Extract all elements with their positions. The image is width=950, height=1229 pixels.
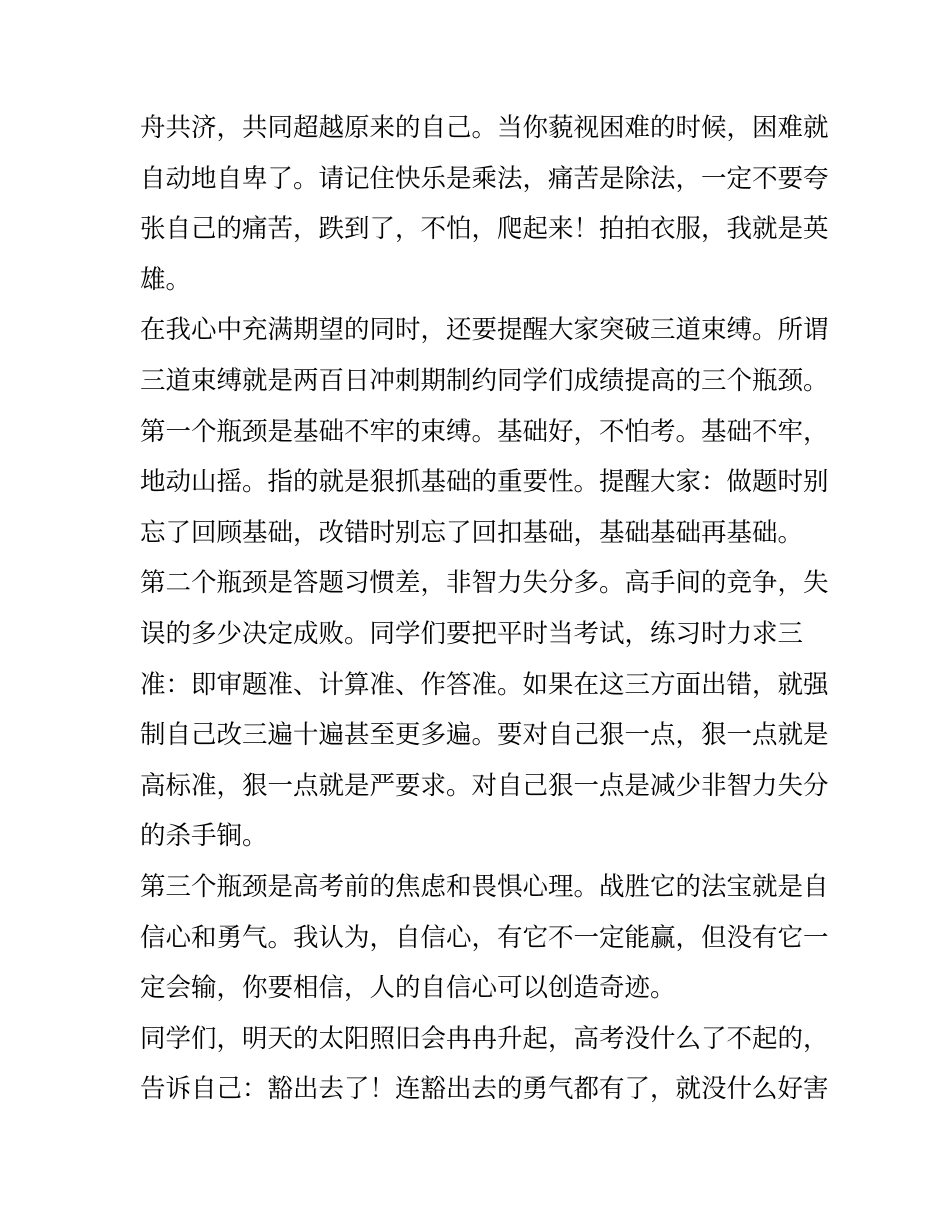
text-line: 误的多少决定成败。同学们要把平时当考试，练习时力求三 (140, 618, 804, 649)
text-line: 舟共济，共同超越原来的自己。当你藐视困难的时候，困难就 (140, 113, 829, 143)
text-line: 高标准，狠一点就是严要求。对自己狠一点是减少非智力失分 (140, 770, 829, 801)
text-line: 在我心中充满期望的同时，还要提醒大家突破三道束缚。所谓 (140, 315, 829, 346)
text-line: 忘了回顾基础，改错时别忘了回扣基础，基础基础再基础。 (140, 517, 804, 548)
text-line: 地动山摇。指的就是狠抓基础的重要性。提醒大家：做题时别 (140, 467, 829, 498)
text-line: 张自己的痛苦，跌到了，不怕，爬起来！拍拍衣服，我就是英 (140, 214, 829, 245)
text-line: 信心和勇气。我认为，自信心，有它不一定能赢，但没有它一 (140, 922, 829, 953)
text-line: 制自己改三遍十遍甚至更多遍。要对自己狠一点，狠一点就是 (140, 720, 829, 751)
text-line: 准：即审题准、计算准、作答准。如果在这三方面出错，就强 (140, 669, 829, 700)
text-line: 自动地自卑了。请记住快乐是乘法，痛苦是除法，一定不要夸 (140, 163, 829, 194)
text-line: 三道束缚就是两百日冲刺期制约同学们成绩提高的三个瓶颈。 (140, 365, 829, 396)
text-line: 第三个瓶颈是高考前的焦虑和畏惧心理。战胜它的法宝就是自 (140, 871, 829, 902)
text-line: 同学们，明天的太阳照旧会冉冉升起，高考没什么了不起的， (140, 1023, 829, 1054)
text-line: 雄。 (140, 264, 192, 295)
text-line: 定会输，你要相信，人的自信心可以创造奇迹。 (140, 973, 676, 1004)
text-line: 第二个瓶颈是答题习惯差，非智力失分多。高手间的竞争，失 (140, 568, 829, 599)
text-line: 第一个瓶颈是基础不牢的束缚。基础好，不怕考。基础不牢， (140, 416, 829, 447)
text-line: 的杀手锏。 (140, 821, 268, 852)
text-line: 告诉自己：豁出去了！连豁出去的勇气都有了，就没什么好害 (140, 1074, 829, 1105)
body-text (140, 103, 829, 1115)
